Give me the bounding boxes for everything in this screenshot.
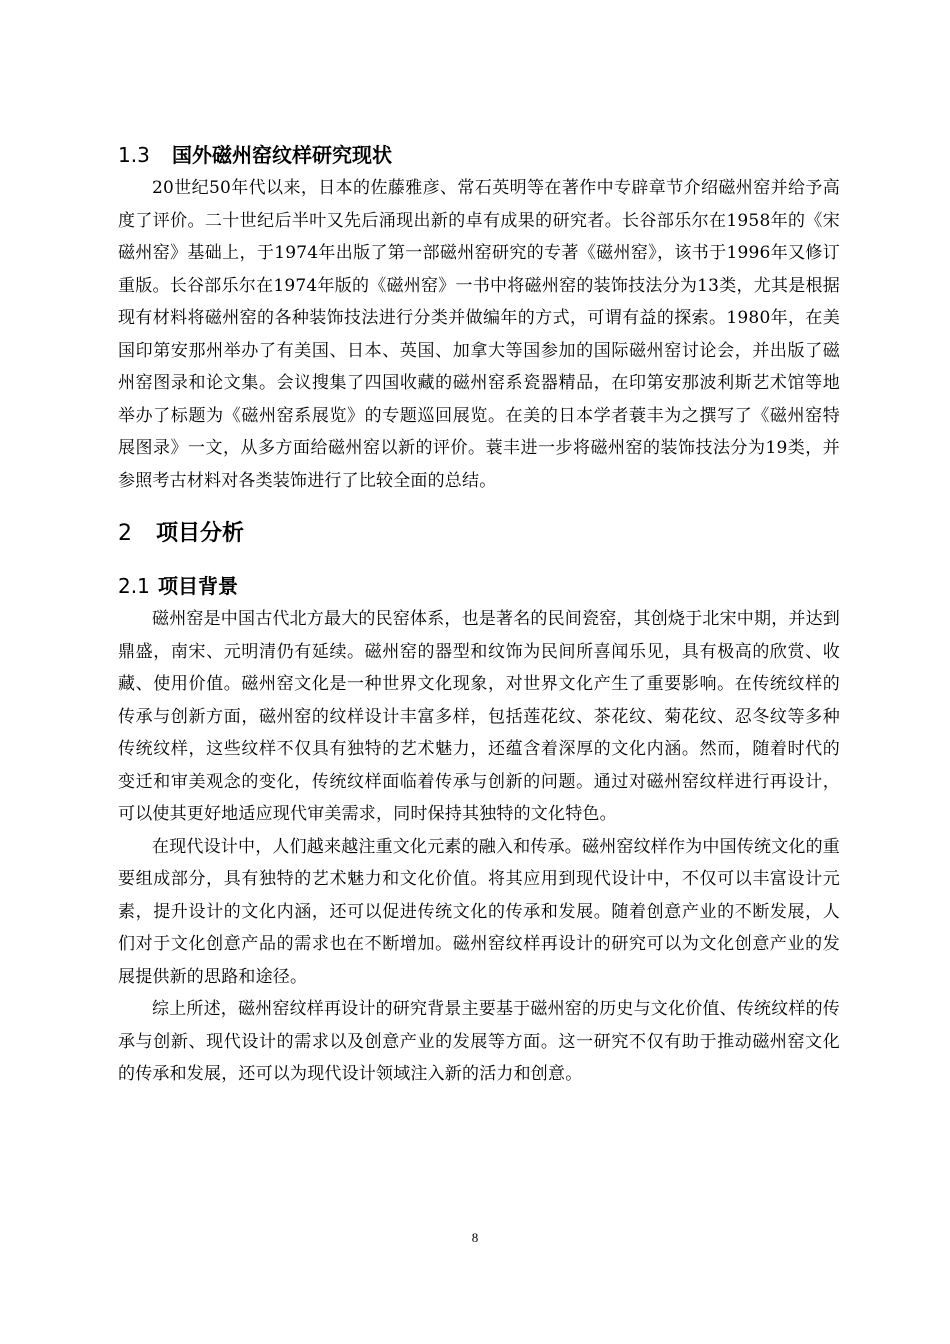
section-number: 1.3 bbox=[118, 143, 150, 167]
section-heading-2-1 bbox=[118, 569, 840, 603]
page-number: 8 bbox=[471, 1230, 479, 1245]
paragraph: 20世纪50年代以来，日本的佐藤雅彦、常石英明等在著作中专辟章节介绍磁州窑并给予高度了评价。二十世纪后半叶又先后涌现出新的卓有成果的研究者。长谷部乐尔在1958年的《宋磁州窑》基础上，于1974年出版了第一部磁州窑研究的专著《磁州窑》，该书于1996年又修订重版。长谷部乐尔在1974年版的《磁州窑》一书中将磁州窑的装饰技法分为13类，尤其是根据现有材料将磁州窑的各种装饰技法进行分类并做编年的方式，可谓有益的探索。1980年，在美国印第安那州举办了有美国、日本、英国、加拿大等国参加的国际磁州窑讨论会，并出版了磁州窑图录和论文集。会议搜集了四国收藏的磁州窑系瓷器精品，在印第安那波利斯艺术馆等地举办了标题为《磁州窑系展览》的专题巡回展览。在美的日本学者蓑丰为之撰写了《磁州窑特展图录》一文，从多方面给磁州窑以新的评价。蓑丰进一步将磁州窑的装饰技法分为19类，并参照考古材料对各类装饰进行了比较全面的总结。 bbox=[118, 178, 840, 491]
section-number: 2.1 bbox=[118, 574, 150, 598]
page-content bbox=[118, 138, 840, 1091]
paragraph: 综上所述，磁州窑纹样再设计的研究背景主要基于磁州窑的历史与文化价值、传统纹样的传承与创新、现代设计的需求以及创意产业的发展等方面。这一研究不仅有助于推动磁州窑文化的传承和发展，还可以为现代设计领域注入新的活力和创意。 bbox=[118, 999, 840, 1084]
section-title: 项目背景 bbox=[158, 574, 238, 598]
chapter-number: 2 bbox=[118, 521, 132, 546]
chapter-heading-2 bbox=[118, 517, 840, 551]
chapter-title: 项目分析 bbox=[156, 521, 245, 546]
section-heading-1-3 bbox=[118, 138, 840, 172]
paragraph: 磁州窑是中国古代北方最大的民窑体系，也是著名的民间瓷窑，其创烧于北宋中期，并达到鼎盛，南宋、元明清仍有延续。磁州窑的器型和纹饰为民间所喜闻乐见，具有极高的欣赏、收藏、使用价值。磁州窑文化是一种世界文化现象，对世界文化产生了重要影响。在传统纹样的传承与创新方面，磁州窑的纹样设计丰富多样，包括莲花纹、茶花纹、菊花纹、忍冬纹等多种传统纹样，这些纹样不仅具有独特的艺术魅力，还蕴含着深厚的文化内涵。然而，随着时代的变迁和审美观念的变化，传统纹样面临着传承与创新的问题。通过对磁州窑纹样进行再设计，可以使其更好地适应现代审美需求，同时保持其独特的文化特色。 bbox=[118, 609, 840, 824]
section-title: 国外磁州窑纹样研究现状 bbox=[172, 143, 392, 167]
paragraph: 在现代设计中，人们越来越注重文化元素的融入和传承。磁州窑纹样作为中国传统文化的重要组成部分，具有独特的艺术魅力和文化价值。将其应用到现代设计中，不仅可以丰富设计元素，提升设计的文化内涵，还可以促进传统文化的传承和发展。随着创意产业的不断发展，人们对于文化创意产品的需求也在不断增加。磁州窑纹样再设计的研究可以为文化创意产业的发展提供新的思路和途径。 bbox=[118, 836, 840, 987]
